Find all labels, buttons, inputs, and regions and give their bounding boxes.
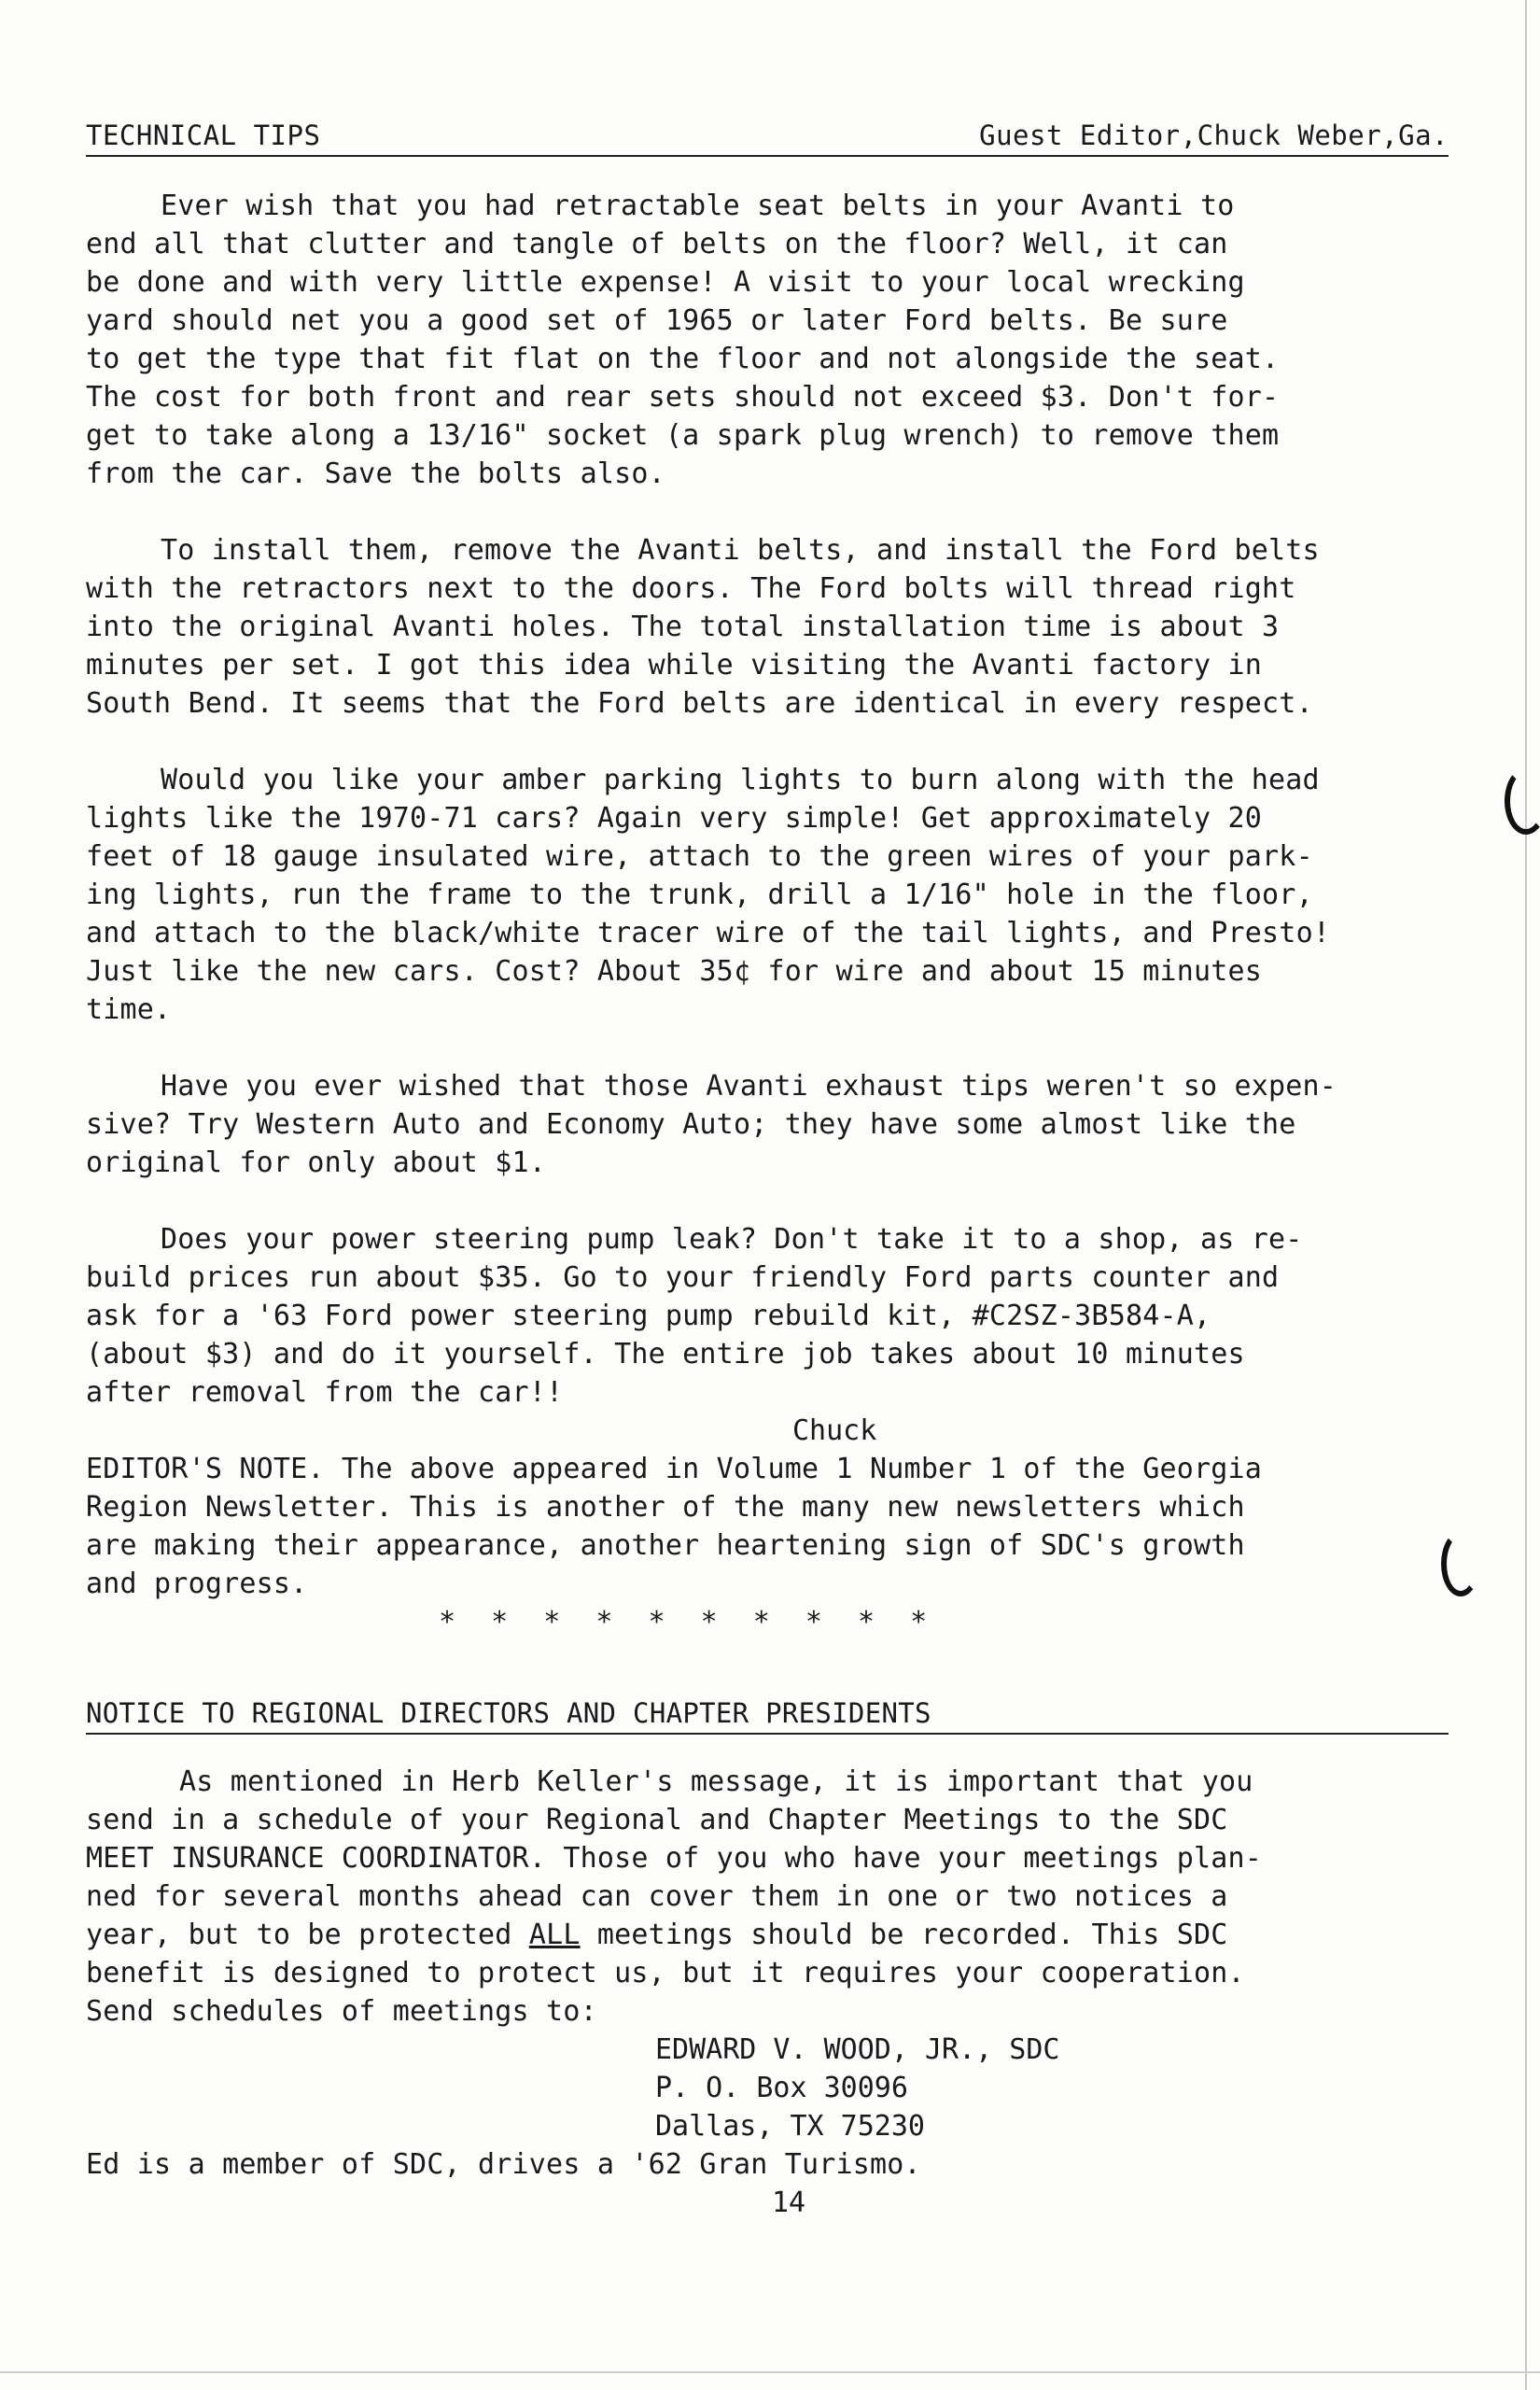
tip-seat-belts: Ever wish that you had retractable seat belts in your Avanti to end all that clutter and tangle of belts on the floor? Well, it can be done and with very little expense! A visit to your local wrecking yard should net you a good set of 1965 or later Ford belts. Be sure to get the type that fit flat on the floor and not alongside the seat. The cost for both front and rear sets should not exceed $3. Don't for- get to take along a 13/16" socket (a spark plug wrench) to remove them from the car. Save the bolts also. bbox=[86, 190, 1280, 490]
address-name: EDWARD V. WOOD, JR., SDC bbox=[655, 2033, 1060, 2066]
notice-body bbox=[86, 1763, 1449, 2031]
author-signature: Chuck bbox=[792, 1414, 877, 1447]
notice-heading: NOTICE TO REGIONAL DIRECTORS AND CHAPTER PRESIDENTS bbox=[86, 1697, 1449, 1735]
page-content bbox=[86, 120, 1449, 2222]
tip-parking-lights: Would you like your amber parking lights to burn along with the head lights like the 1970-71 cars? Again very simple! Get approximately 20 feet of 18 gauge insulated wire, attach to the green wires of your park- ing lights, run the frame to the trunk, drill a 1/16" hole in the floor, and attach to the black/white tracer wire of the tail lights, and Presto! Just like the new cars. Cost? About 35¢ for wire and about 15 minutes time. bbox=[86, 764, 1331, 1026]
notice-footer-line: Ed is a member of SDC, drives a '62 Gran Turismo. bbox=[86, 2148, 921, 2181]
tip-power-steering: Does your power steering pump leak? Don't take it to a shop, as re- build prices run about $35. Go to your friendly Ford parts counter and ask for a '63 Ford power steering pump rebuild kit, #C2SZ-3B584-A, (about $3) and do it yourself. The entire job takes about 10 minutes after removal from the car!! bbox=[86, 1223, 1303, 1409]
mailing-address bbox=[655, 2031, 1449, 2145]
section-separator: * * * * * * * * * * bbox=[439, 1606, 937, 1638]
page-number: 14 bbox=[772, 2186, 806, 2219]
editors-note: EDITOR'S NOTE. The above appeared in Volume 1 Number 1 of the Georgia Region Newsletter. This is another of the many new newsletters which are making their appearance, another heartening sign of SDC's growth and progress. bbox=[86, 1453, 1263, 1600]
notice-body-part-1: As mentioned in Herb Keller's message, it is important that you send in a schedule of your Regional and Chapter Meetings to the SDC MEET INSURANCE COORDINATOR. Those of you who have your meetings plan- ned for several months ahead can cover them in one or two notices a year, but to be protected bbox=[86, 1765, 1263, 1951]
page-edge-bottom bbox=[0, 2371, 1540, 2373]
guest-editor-credit: Guest Editor,Chuck Weber,Ga. bbox=[979, 120, 1449, 151]
page-edge-right bbox=[1525, 0, 1527, 2390]
tip-install-belts: To install them, remove the Avanti belts, and install the Ford belts with the retractors next to the doors. The Ford bolts will thread right into the original Avanti holes. The total installation time is about 3 minutes per set. I got this idea while visiting the Avanti factory in South Bend. It seems that the Ford belts are identical in every respect. bbox=[86, 534, 1320, 720]
binding-hole-mark-top bbox=[1505, 767, 1540, 835]
page-header bbox=[86, 120, 1449, 157]
address-city: Dallas, TX 75230 bbox=[655, 2110, 925, 2143]
section-title: TECHNICAL TIPS bbox=[86, 120, 321, 151]
tip-exhaust-tips: Have you ever wished that those Avanti exhaust tips weren't so expen- sive? Try Western Auto and Economy Auto; they have some almost like the original for only about $1. bbox=[86, 1070, 1337, 1179]
notice-body-part-2: meetings should be recorded. This SDC benefit is designed to protect us, but it requires your cooperation. Send schedules of meetings to: bbox=[86, 1919, 1245, 2028]
address-po-box: P. O. Box 30096 bbox=[655, 2072, 908, 2104]
notice-body-emphasis: ALL bbox=[528, 1919, 581, 1951]
